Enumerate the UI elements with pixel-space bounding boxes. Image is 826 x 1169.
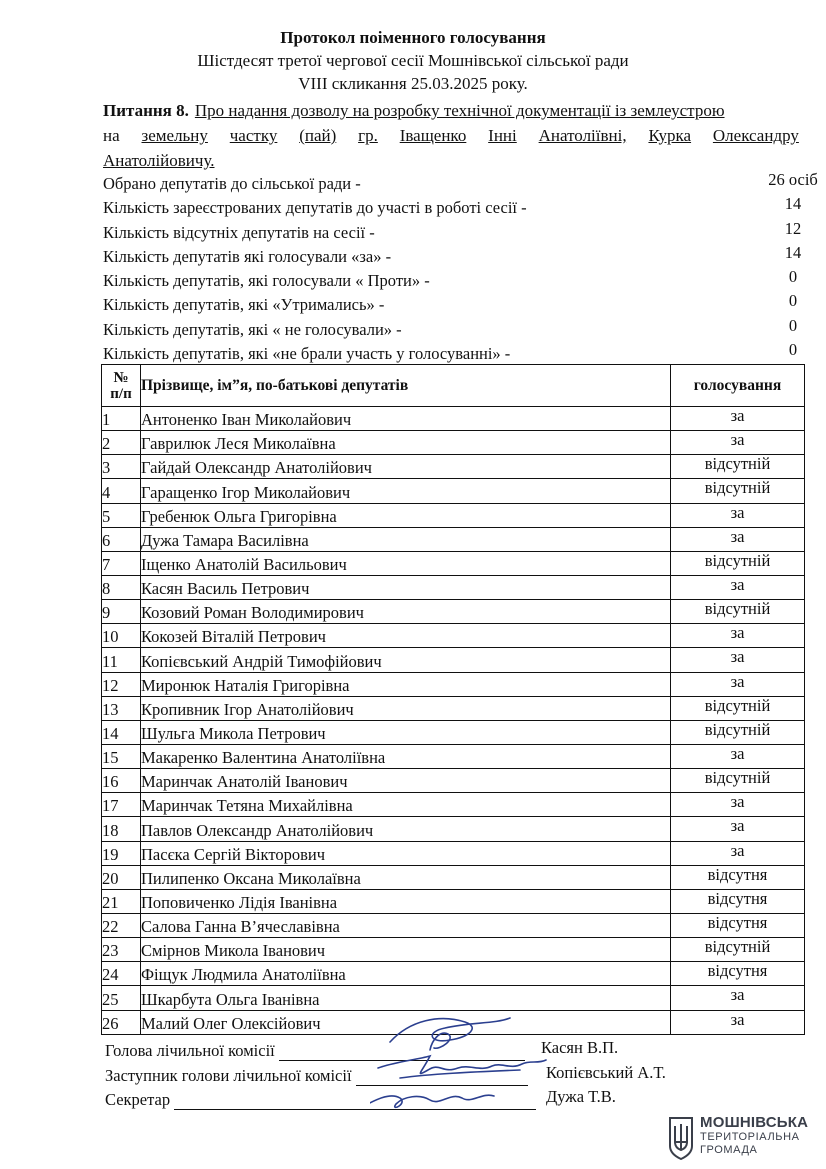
logo-line-2: ТЕРИТОРІАЛЬНА [700, 1131, 800, 1143]
deputy-name: Дужа Тамара Василівна [141, 527, 671, 551]
vote-result: за [671, 817, 805, 841]
table-row [102, 913, 805, 937]
vote-result: за [671, 793, 805, 817]
deputy-name: Маринчак Анатолій Іванович [141, 769, 671, 793]
stat-value: 14 [784, 242, 802, 262]
vote-result: за [671, 986, 805, 1010]
stat-label: Кількість зареєстрованих депутатів до участі в роботі сесії - [103, 198, 527, 218]
vote-result: за [671, 841, 805, 865]
deputy-name: Касян Василь Петрович [141, 575, 671, 599]
question-word: Іващенко [399, 126, 467, 145]
stat-label: Кількість депутатів, які « не голосували» - [103, 319, 402, 339]
row-number: 18 [102, 817, 141, 841]
logo-line-1: МОШНІВСЬКА [700, 1114, 809, 1131]
vote-result: відсутня [671, 962, 805, 986]
row-number: 20 [102, 865, 141, 889]
stat-value: 26 осіб [768, 170, 818, 189]
row-number: 8 [102, 575, 141, 599]
vote-result: за [671, 527, 805, 551]
table-row [102, 865, 805, 889]
document-title: Протокол поіменного голосування [280, 28, 546, 47]
row-number: 23 [102, 938, 141, 962]
deputy-name: Козовий Роман Володимирович [141, 600, 671, 624]
table-row [102, 962, 805, 986]
stat-value: 0 [788, 340, 798, 360]
signature-stroke-secretary [370, 1095, 494, 1108]
stat-label: Обрано депутатів до сільської ради - [103, 174, 361, 193]
header-name: Прізвище, ім”я, по-батькові депутатів [141, 365, 671, 407]
question-word: Інні [488, 126, 517, 145]
table-row [102, 817, 805, 841]
secretary-name: Дужа Т.В. [546, 1087, 616, 1106]
logo-line-3: ГРОМАДА [700, 1144, 758, 1156]
stat-label: Кількість депутатів які голосували «за» - [103, 246, 392, 266]
question-word: Курка [648, 126, 692, 145]
table-row [102, 938, 805, 962]
header-vote: голосування [671, 365, 805, 407]
question-word: на [103, 126, 120, 145]
table-body [102, 407, 805, 1035]
question-line-3 [103, 148, 799, 173]
trident-emblem-icon [668, 1116, 694, 1160]
deputy-name: Пасєка Сергій Вікторович [141, 841, 671, 865]
stat-row [103, 342, 803, 366]
row-number: 16 [102, 769, 141, 793]
deputy-name: Миронюк Наталія Григорівна [141, 672, 671, 696]
table-row [102, 986, 805, 1010]
row-number: 19 [102, 841, 141, 865]
deputy-name: Кропивник Ігор Анатолійович [141, 696, 671, 720]
table-row [102, 575, 805, 599]
stat-label: Кількість депутатів, які «Утримались» - [103, 295, 385, 315]
table-row [102, 479, 805, 503]
question-label: Питання 8. [103, 101, 189, 120]
row-number: 7 [102, 551, 141, 575]
table-row [102, 503, 805, 527]
vote-result: відсутня [671, 889, 805, 913]
document-subtitle-convocation: VIII скликання 25.03.2025 року. [298, 74, 528, 93]
table-row [102, 455, 805, 479]
stat-value: 0 [788, 315, 798, 335]
vote-result: за [671, 431, 805, 455]
deputy-name: Гаврилюк Леся Миколаївна [141, 431, 671, 455]
table-row [102, 696, 805, 720]
vote-result: за [671, 575, 805, 599]
stat-value: 0 [788, 291, 798, 311]
vote-result: за [671, 648, 805, 672]
deputy-name: Смірнов Микола Іванович [141, 938, 671, 962]
table-row [102, 407, 805, 431]
row-number: 14 [102, 720, 141, 744]
vote-statistics [103, 170, 818, 366]
table-row [102, 648, 805, 672]
community-logo [668, 1115, 808, 1161]
deputy-label: Заступник голови лічильної комісії [105, 1066, 352, 1085]
vote-result: за [671, 503, 805, 527]
deputy-name: Маринчак Тетяна Михайлівна [141, 793, 671, 817]
row-number: 22 [102, 913, 141, 937]
vote-result: відсутня [671, 913, 805, 937]
row-number: 25 [102, 986, 141, 1010]
roll-call-table [101, 364, 805, 1035]
row-number: 3 [102, 455, 141, 479]
vote-result: відсутній [671, 696, 805, 720]
stat-row [103, 315, 803, 342]
vote-result: за [671, 407, 805, 431]
vote-result: за [671, 1010, 805, 1034]
question-text-1: Про надання дозволу на розробку технічної документації із землеустрою [194, 101, 725, 120]
stat-value: 0 [788, 267, 798, 287]
deputy-name: Антоненко Іван Миколайович [141, 407, 671, 431]
vote-result: відсутній [671, 455, 805, 479]
row-number: 15 [102, 744, 141, 768]
row-number: 6 [102, 527, 141, 551]
question-word: (пай) [299, 126, 337, 145]
question-word: гр. [358, 126, 378, 145]
row-number: 21 [102, 889, 141, 913]
table-row [102, 720, 805, 744]
table-row [102, 889, 805, 913]
deputy-name: Макаренко Валентина Анатоліївна [141, 744, 671, 768]
deputy-name: Іщенко Анатолій Васильович [141, 551, 671, 575]
deputy-name: Гребенюк Ольга Григорівна [141, 503, 671, 527]
deputy-name: Копієвський Андрій Тимофійович [141, 648, 671, 672]
question-line-1 [103, 98, 799, 123]
table-row [102, 600, 805, 624]
question-word: частку [229, 126, 278, 145]
vote-result: відсутній [671, 938, 805, 962]
signature-stroke-deputy-2 [400, 1070, 520, 1078]
table-row [102, 551, 805, 575]
stat-row [103, 196, 803, 220]
row-number: 12 [102, 672, 141, 696]
row-number: 17 [102, 793, 141, 817]
vote-result: за [671, 672, 805, 696]
question-word: Олександру [712, 126, 799, 145]
table-row [102, 527, 805, 551]
vote-result: відсутній [671, 720, 805, 744]
row-number: 10 [102, 624, 141, 648]
stat-label: Кількість депутатів, які голосували « Проти» - [103, 271, 430, 291]
deputy-name: Пилипенко Оксана Миколаївна [141, 865, 671, 889]
deputy-name: Павлов Олександр Анатолійович [141, 817, 671, 841]
table-row [102, 431, 805, 455]
deputy-name: Фіщук Людмила Анатоліївна [141, 962, 671, 986]
deputy-name: Поповиченко Лідія Іванівна [141, 889, 671, 913]
row-number: 9 [102, 600, 141, 624]
vote-result: за [671, 744, 805, 768]
secretary-label: Секретар [105, 1090, 171, 1109]
deputy-name: Шкарбута Ольга Іванівна [141, 986, 671, 1010]
deputy-name: Гаращенко Ігор Миколайович [141, 479, 671, 503]
vote-result: відсутній [671, 551, 805, 575]
stat-row [103, 242, 803, 269]
stat-value: 12 [784, 218, 802, 238]
table-row [102, 624, 805, 648]
table-row [102, 793, 805, 817]
chair-label: Голова лічильної комісії [105, 1041, 275, 1060]
table-header-row [102, 365, 805, 407]
row-number: 4 [102, 479, 141, 503]
stat-label: Кількість відсутніх депутатів на сесії - [103, 222, 375, 242]
stat-row [103, 293, 803, 317]
deputy-name: Салова Ганна В’ячеславівна [141, 913, 671, 937]
deputy-name: Кокозей Віталій Петрович [141, 624, 671, 648]
document-header [0, 26, 826, 95]
signature-stroke-deputy [378, 1056, 546, 1074]
vote-result: відсутня [671, 865, 805, 889]
header-number: № п/п [102, 365, 141, 407]
row-number: 1 [102, 407, 141, 431]
table-row [102, 672, 805, 696]
stat-row [103, 170, 818, 196]
agenda-question [103, 98, 799, 173]
handwritten-signatures [370, 1012, 550, 1122]
row-number: 13 [102, 696, 141, 720]
document-subtitle-session: Шістдесят третої чергової сесії Мошнівської сільської ради [197, 51, 629, 70]
vote-result: відсутній [671, 769, 805, 793]
row-number: 11 [102, 648, 141, 672]
question-line-2 [103, 123, 799, 148]
row-number: 24 [102, 962, 141, 986]
vote-result: відсутній [671, 479, 805, 503]
question-word: Анатоліївні, [538, 126, 627, 145]
deputy-name: Копієвський А.Т. [546, 1063, 666, 1082]
stat-row [103, 218, 803, 245]
stat-value: 14 [784, 194, 802, 214]
table-row [102, 744, 805, 768]
stat-row [103, 269, 803, 293]
chair-name: Касян В.П. [541, 1038, 619, 1057]
deputy-name: Гайдай Олександр Анатолійович [141, 455, 671, 479]
row-number: 26 [102, 1010, 141, 1034]
row-number: 5 [102, 503, 141, 527]
question-text-3: Анатолійовичу. [103, 151, 215, 170]
table-row [102, 841, 805, 865]
vote-result: за [671, 624, 805, 648]
deputy-name: Шульга Микола Петрович [141, 720, 671, 744]
stat-label: Кількість депутатів, які «не брали участь у голосуванні» - [103, 344, 511, 364]
table-row [102, 769, 805, 793]
row-number: 2 [102, 431, 141, 455]
deputy-name: Малий Олег Олексійович [141, 1010, 671, 1034]
question-word: земельну [141, 126, 208, 145]
vote-result: відсутній [671, 600, 805, 624]
